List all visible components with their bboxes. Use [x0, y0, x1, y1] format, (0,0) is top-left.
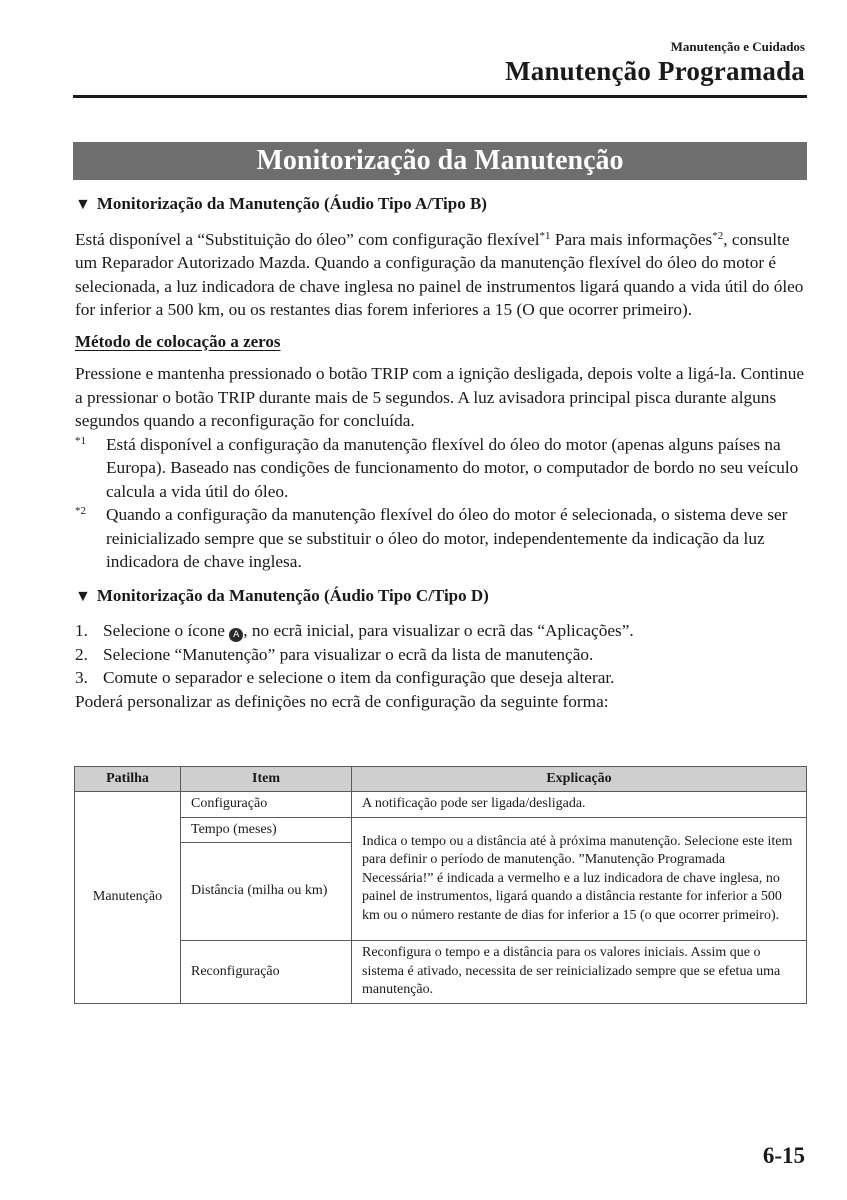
intro-text-3: , consulte um Reparador Autorizado Mazda. Quando a configuração da manutenção flexível do óleo do motor é selecionada, a luz indicadora de chave inglesa no painel de instrumentos ligará quando a vida útil do óleo for inferior a 500 km, ou os restantes dias forem inferiores a 15 (O que ocorrer primeiro).: [75, 229, 804, 319]
step-text: Comute o separador e selecione o item da configuração que deseja alterar.: [103, 668, 615, 687]
subsection-heading-a-text: Monitorização da Manutenção (Áudio Tipo A/Tipo B): [96, 194, 487, 213]
section-banner: Monitorização da Manutenção: [73, 142, 807, 180]
step-item: [75, 643, 807, 667]
page-number: 6-15: [762, 1143, 805, 1168]
footnote-mark-2: *2: [75, 505, 86, 517]
header-patilha: Patilha: [75, 767, 181, 792]
item-cell: Tempo (meses): [181, 817, 352, 843]
item-cell: Configuração: [181, 792, 352, 818]
explanation-cell: Indica o tempo ou a distância até à próxima manutenção. Selecione este item para definir o período de manutenção. ”Manutenção Programada Necessária!” é indicada a vermelho e a luz indicadora de chave inglesa, no painel de instrumentos, ligará quando a distância restante for inferior a 500 km ou o número restante de dias for inferior a 15 (o que ocorrer primeiro).: [352, 817, 807, 941]
reset-method-heading: Método de colocação a zeros: [75, 331, 281, 351]
header-explicacao: Explicação: [352, 767, 807, 792]
footnote-mark-1: *1: [75, 434, 86, 447]
table-header-row: [75, 767, 807, 792]
maintenance-settings-table: [74, 766, 807, 1004]
main-content: [75, 192, 807, 713]
triangle-marker-icon: ▼: [75, 587, 91, 605]
subsection-heading-b: [75, 584, 807, 609]
step-number: 2.: [75, 644, 88, 664]
explanation-cell: A notificação pode ser ligada/desligada.: [352, 792, 807, 818]
item-cell: Reconfiguração: [181, 941, 352, 1004]
intro-text-1: Está disponível a “Substituição do óleo” com configuração flexível: [75, 229, 540, 249]
page-section-title: Manutenção Programada: [505, 56, 805, 86]
footnote-ref-1: *1: [539, 229, 551, 242]
footnote-ref-2: *2: [712, 229, 724, 242]
footnote-2: [75, 503, 807, 574]
closing-paragraph: Poderá personalizar as definições no ecrã de configuração da seguinte forma:: [75, 691, 609, 711]
footnote-text-1: Está disponível a configuração da manutenção flexível do óleo do motor (apenas alguns países na Europa). Baseado nas condições de funcionamento do motor, o computador de bordo no seu veículo calcula a vida útil do óleo.: [106, 434, 799, 501]
triangle-marker-icon: ▼: [75, 196, 91, 213]
step-text: Selecione “Manutenção” para visualizar o ecrã da lista de manutenção.: [103, 644, 594, 664]
subsection-heading-a: [75, 192, 807, 217]
step-item: [75, 666, 807, 690]
chapter-label: Manutenção e Cuidados: [670, 39, 805, 54]
step-text: Selecione o ícone A , no ecrã inicial, para visualizar o ecrã das “Aplicações”.: [103, 621, 634, 640]
subsection-heading-b-text: Monitorização da Manutenção (Áudio Tipo C/Tipo D): [96, 585, 489, 605]
explanation-cell: Reconfigura o tempo e a distância para os valores iniciais. Assim que o sistema é ativado, necessita de ser reinicializado sempre que se efetua uma manutenção.: [352, 941, 807, 1004]
footnote-1: [75, 433, 807, 504]
intro-paragraph: [75, 228, 807, 322]
tab-cell: Manutenção: [75, 792, 181, 1004]
header-rule: [73, 95, 807, 98]
item-cell: Distância (milha ou km): [181, 843, 352, 941]
steps-list: [75, 619, 807, 690]
step-item: [75, 619, 807, 643]
footnote-text-2: Quando a configuração da manutenção flexível do óleo do motor é selecionada, o sistema deve ser reinicializado sempre que se substituir o óleo do motor, independentemente da indicação da luz indicadora de chave inglesa.: [106, 505, 788, 571]
table-row: [75, 941, 807, 1004]
table-row: [75, 792, 807, 818]
table-row: [75, 817, 807, 843]
intro-text-2: Para mais informações: [550, 229, 713, 249]
applications-icon: A: [229, 628, 243, 642]
step-number: 1.: [75, 621, 88, 640]
reset-method-paragraph: Pressione e mantenha pressionado o botão TRIP com a ignição desligada, depois volte a ligá-la. Continue a pressionar o botão TRIP durante mais de 5 segundos. A luz avisadora principal pisca durante alguns segundos quando a reconfiguração for concluída.: [75, 364, 805, 430]
header-item: Item: [181, 767, 352, 792]
step-number: 3.: [75, 668, 88, 687]
